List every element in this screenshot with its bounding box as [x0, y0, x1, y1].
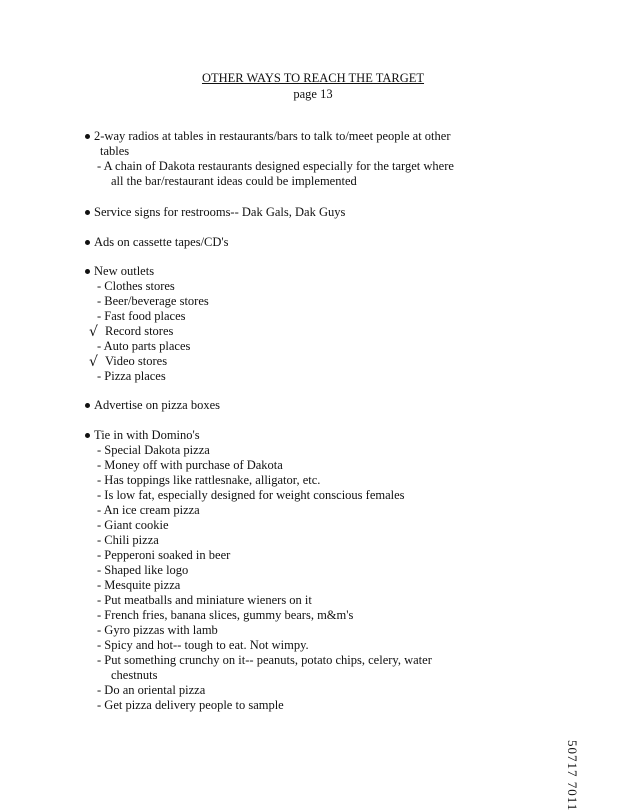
list-item-continued: all the bar/restaurant ideas could be implemented — [111, 174, 357, 188]
bullet-item: Ads on cassette tapes/CD's — [94, 235, 229, 249]
list-item-continued: chestnuts — [111, 668, 158, 682]
checkmark-icon: √ — [89, 354, 98, 370]
bullet-item: New outlets — [94, 264, 155, 278]
bullet-item: Advertise on pizza boxes — [94, 398, 221, 412]
list-item: - Put meatballs and miniature wieners on it — [97, 593, 312, 607]
bullet-icon — [85, 403, 90, 408]
bullet-icon — [85, 134, 90, 139]
list-item: - Special Dakota pizza — [97, 443, 210, 457]
list-item: - Chili pizza — [97, 533, 159, 547]
list-item: - Giant cookie — [97, 518, 169, 532]
list-item: - Pizza places — [97, 369, 166, 383]
list-item: - Do an oriental pizza — [97, 683, 206, 697]
list-item: - Auto parts places — [97, 339, 191, 353]
list-item: - A chain of Dakota restaurants designed especially for the target where — [97, 159, 454, 173]
list-item: Video stores — [105, 354, 168, 368]
list-item: - Is low fat, especially designed for weight conscious females — [97, 488, 405, 502]
list-item: - Spicy and hot-- tough to eat. Not wimpy. — [97, 638, 309, 652]
list-item: - Shaped like logo — [97, 563, 189, 577]
list-item: - Clothes stores — [97, 279, 175, 293]
bullet-item-continued: tables — [100, 144, 130, 158]
document-number: 50717 7011 — [565, 740, 580, 811]
list-item: - Get pizza delivery people to sample — [97, 698, 284, 712]
bullet-icon — [85, 210, 90, 215]
list-item: - Put something crunchy on it-- peanuts, potato chips, celery, water — [97, 653, 432, 667]
list-item: - Pepperoni soaked in beer — [97, 548, 231, 562]
bullet-item: 2-way radios at tables in restaurants/bars to talk to/meet people at other — [94, 129, 451, 143]
list-item: - Fast food places — [97, 309, 186, 323]
bullet-item: Service signs for restrooms-- Dak Gals, Dak Guys — [94, 205, 346, 219]
list-item: - Mesquite pizza — [97, 578, 181, 592]
bullet-icon — [85, 433, 90, 438]
list-item: - Gyro pizzas with lamb — [97, 623, 218, 637]
page-heading — [0, 70, 626, 102]
bullet-icon — [85, 269, 90, 274]
page-number: page 13 — [293, 87, 333, 101]
list-item: Record stores — [105, 324, 174, 338]
list-item: - An ice cream pizza — [97, 503, 200, 517]
list-item: - Money off with purchase of Dakota — [97, 458, 283, 472]
list-item: - Beer/beverage stores — [97, 294, 209, 308]
checkmark-icon: √ — [89, 324, 98, 340]
page-title: OTHER WAYS TO REACH THE TARGET — [201, 71, 425, 85]
list-item: - French fries, banana slices, gummy bears, m&m's — [97, 608, 354, 622]
bullet-icon — [85, 240, 90, 245]
bullet-item: Tie in with Domino's — [94, 428, 200, 442]
list-item: - Has toppings like rattlesnake, alligator, etc. — [97, 473, 321, 487]
